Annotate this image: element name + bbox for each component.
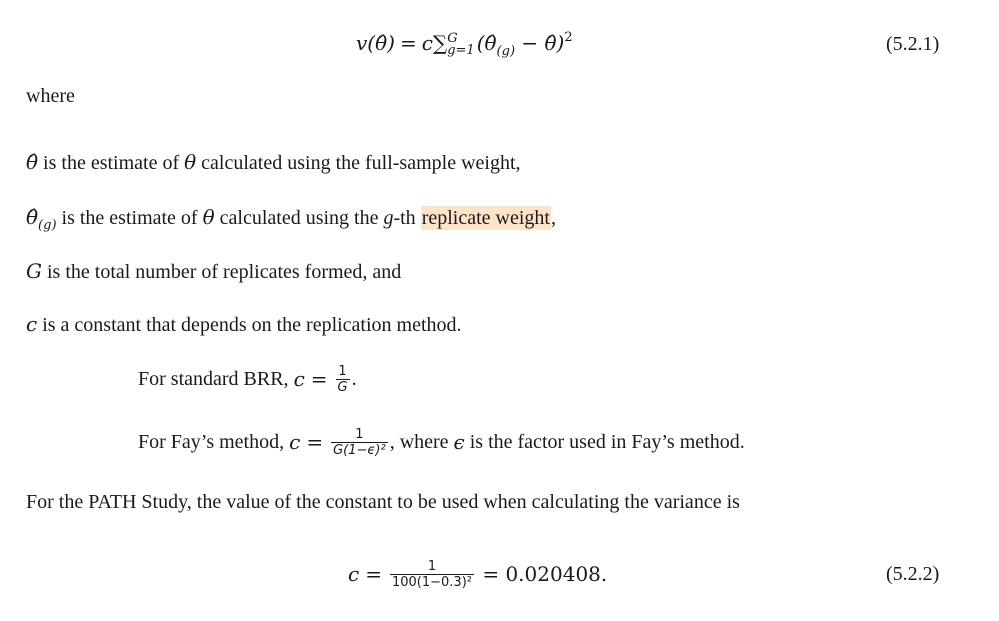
definition-text-after-g: -th: [393, 207, 421, 229]
brr-fraction: [336, 364, 350, 395]
fay-prefix: For Fay’s method,: [138, 430, 290, 453]
definition-text-mid: calculated using the: [214, 207, 384, 229]
symbol-c: c: [26, 312, 38, 336]
fay-line: [138, 420, 745, 464]
definition-G: [26, 259, 401, 284]
fay-rest: is the factor used in Fay’s method.: [464, 430, 745, 453]
minus-theta-hat: − θ̂): [515, 31, 565, 55]
definition-c: [26, 312, 462, 337]
path-study-text: For the PATH Study, the value of the constant to be used when calculating the variance is: [26, 491, 740, 513]
square-exponent: 2: [564, 30, 573, 45]
fraction-denominator: 100(1−0.3)²: [391, 574, 472, 590]
definition-text: is the estimate of: [38, 152, 185, 174]
sum-upper-limit: G: [447, 31, 458, 47]
symbol-theta: θ: [202, 205, 215, 229]
symbol-theta-hat: θ̂: [26, 150, 39, 174]
path-fraction: [390, 559, 474, 590]
brr-line: [138, 357, 357, 401]
equation-number-2: (5.2.2): [886, 563, 940, 585]
highlighted-replicate-weight: replicate weight: [421, 207, 550, 229]
definition-text: is the total number of replicates formed, and: [41, 261, 402, 283]
definition-text: is a constant that depends on the replication method.: [37, 314, 462, 336]
constant-c: c: [348, 562, 360, 586]
equation-5-2-1: [356, 30, 573, 59]
equals-sign: =: [399, 31, 417, 55]
equals-sign: =: [310, 367, 328, 391]
variance-lhs: v(θ̂): [356, 31, 395, 55]
subscript-g: (g): [496, 44, 516, 59]
brr-period: .: [351, 367, 357, 390]
symbol-G: G: [26, 259, 42, 283]
definition-end: ,: [550, 207, 556, 229]
fraction-numerator: 1: [355, 426, 364, 442]
fraction-numerator: 1: [338, 363, 347, 379]
fay-where: where: [394, 430, 454, 453]
fraction-denominator: G: [337, 379, 348, 395]
definition-theta-hat-g: [26, 205, 556, 233]
symbol-theta: θ: [184, 150, 197, 174]
theta-hat-open: (θ̂: [476, 31, 497, 55]
equation-5-2-2: [348, 552, 607, 596]
definition-theta-hat: [26, 150, 521, 175]
constant-c: c: [421, 31, 433, 55]
fraction-denominator: G(1−ϵ)²: [333, 442, 386, 458]
definition-text: is the estimate of: [56, 207, 203, 229]
fay-comma: ,: [389, 430, 395, 453]
fraction-numerator: 1: [427, 558, 437, 574]
equation-number-1: (5.2.1): [886, 33, 940, 55]
constant-c: c: [289, 430, 301, 454]
symbol-g: g: [383, 207, 394, 229]
definition-text-rest: calculated using the full-sample weight,: [196, 152, 521, 174]
constant-c: c: [293, 367, 305, 391]
equation-result: = 0.020408.: [475, 562, 608, 586]
symbol-epsilon: ϵ: [453, 430, 465, 454]
sum-lower-limit: g=1: [447, 43, 475, 59]
subscript-g: (g): [38, 218, 57, 233]
where-label: where: [26, 85, 75, 107]
equals-sign: =: [365, 562, 382, 586]
brr-prefix: For standard BRR,: [138, 367, 294, 390]
symbol-theta-hat: θ̂: [26, 205, 39, 229]
sum-symbol: ∑: [432, 31, 448, 55]
equals-sign: =: [306, 430, 324, 454]
fay-fraction: [331, 427, 388, 458]
